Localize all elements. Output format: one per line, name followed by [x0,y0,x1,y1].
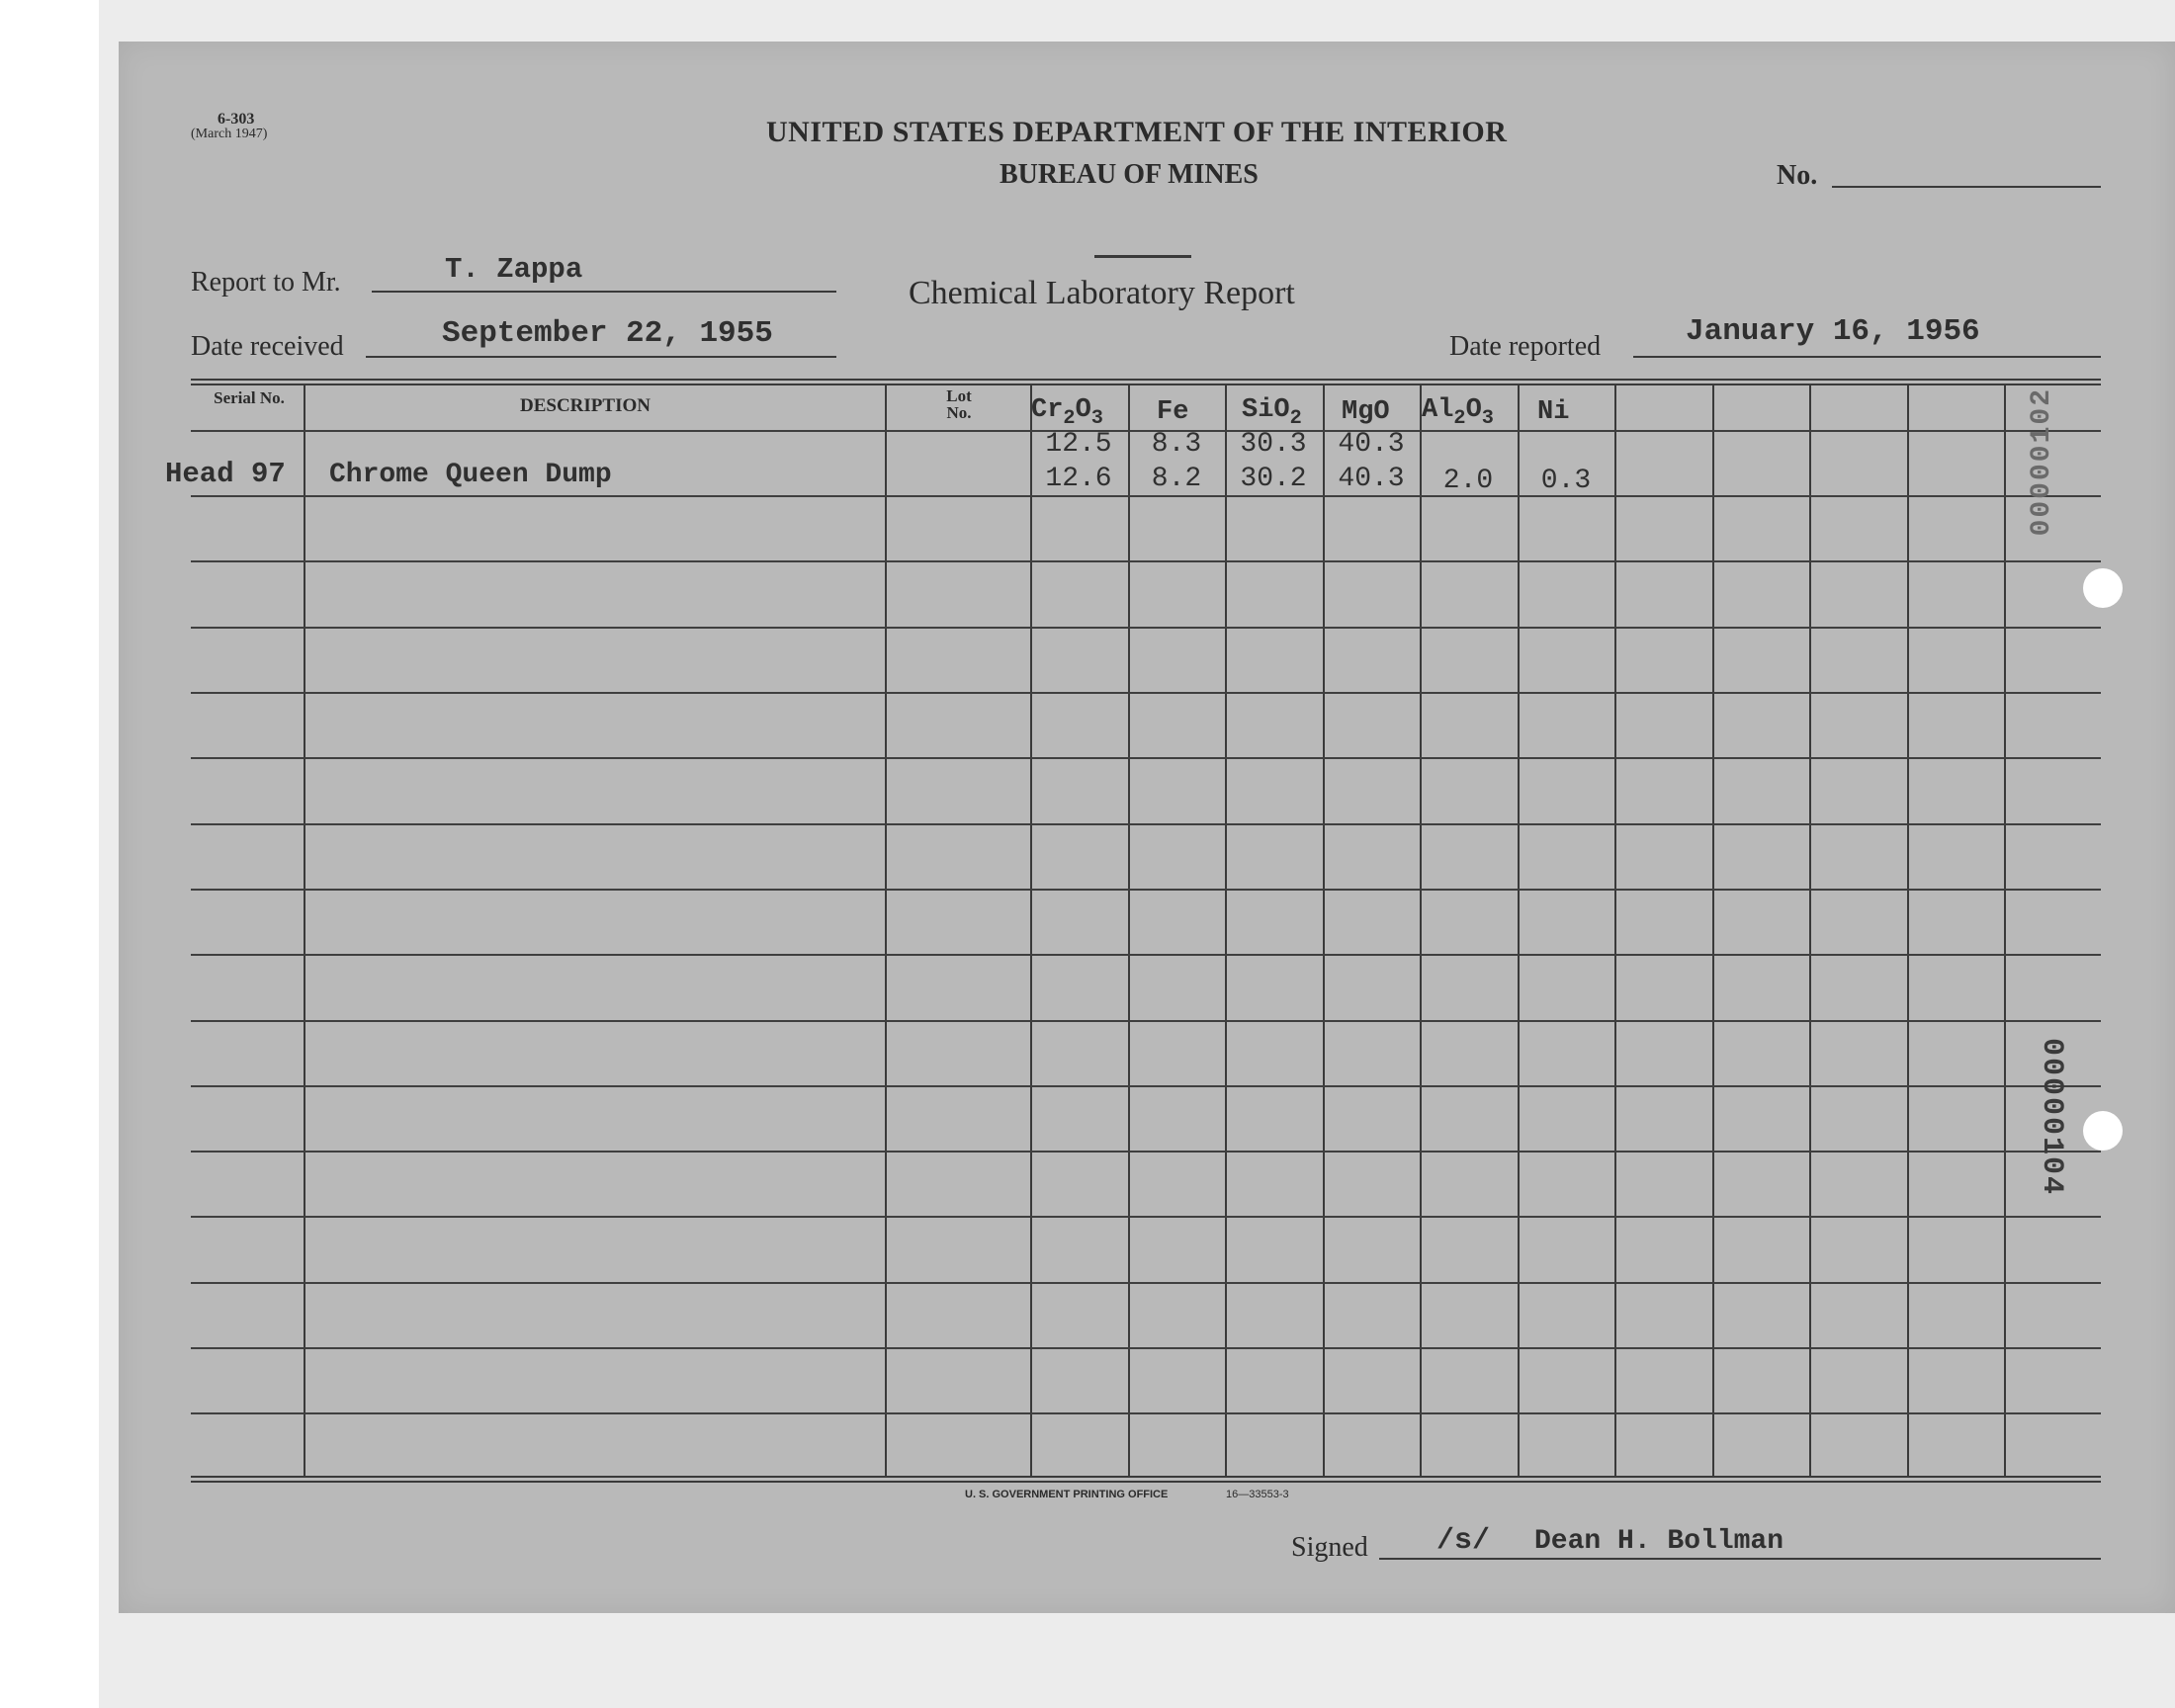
description-header: DESCRIPTION [520,395,651,416]
analyte-header-al2o3: $Al_2O_3$ [1422,395,1494,431]
row-divider [191,1020,2101,1022]
form-edition: (March 1947) [191,127,268,141]
row-divider [191,823,2101,825]
row-divider [191,889,2101,891]
table-bottom-border-2 [191,1481,2101,1483]
value-cell: 12.6 [1045,464,1112,494]
report-to-value: T. Zappa [445,253,583,286]
column-divider [1809,384,1811,1476]
column-divider [1225,384,1227,1476]
title-rule [1094,255,1191,258]
value-cell: 0.3 [1540,466,1592,496]
row-divider [191,954,2101,956]
signature-line [1379,1558,2101,1560]
punch-hole-lower [2083,1111,2123,1151]
department-heading: UNITED STATES DEPARTMENT OF THE INTERIOR [766,116,1508,148]
row-divider [191,692,2101,694]
table-top-border [191,379,2101,381]
value-cell: 40.3 [1338,464,1405,494]
value-cell: 30.3 [1240,429,1307,460]
printer-code: 16—33553-3 [1226,1489,1289,1500]
printer-imprint: U. S. GOVERNMENT PRINTING OFFICE [965,1489,1169,1500]
punch-hole-upper [2083,568,2123,608]
date-received-line [366,356,836,358]
report-title: Chemical Laboratory Report [909,275,1295,311]
row-divider [191,560,2101,562]
column-divider [1614,384,1616,1476]
row-divider [191,1085,2101,1087]
value-cell: 8.3 [1151,429,1202,460]
serial-no-header: Serial No. [214,388,285,407]
analyte-header-ni: Ni [1537,397,1570,427]
serial-cell: Head 97 [165,458,286,490]
signed-label: Signed [1291,1532,1368,1563]
value-cell: 40.3 [1338,429,1405,460]
signature-name: Dean H. Bollman [1534,1526,1784,1557]
table-top-border-2 [191,384,2101,385]
date-reported-line [1633,356,2101,358]
row-divider [191,495,2101,497]
date-received-label: Date received [191,331,344,362]
stamp-number-upper: 00000102 [2027,387,2057,537]
column-divider [304,384,305,1476]
date-reported-value: January 16, 1956 [1686,314,1980,349]
analyte-header-fe: Fe [1157,397,1189,427]
analyte-header-sio2: SiO$_2$ [1242,395,1302,431]
report-to-label: Report to Mr. [191,267,341,298]
column-divider [885,384,887,1476]
column-divider [1712,384,1714,1476]
column-divider [1030,384,1032,1476]
stamp-number-lower: 00000104 [2035,1038,2068,1197]
row-divider [191,1151,2101,1153]
report-to-line [372,291,836,293]
column-divider [1323,384,1325,1476]
no-label: No. [1777,160,1818,191]
value-cell: 30.2 [1240,464,1307,494]
value-cell: 8.2 [1151,464,1202,494]
value-cell: 2.0 [1442,466,1494,496]
date-reported-label: Date reported [1449,331,1602,362]
signature-mark: /s/ [1436,1524,1491,1558]
description-cell: Chrome Queen Dump [329,460,612,490]
row-divider [191,757,2101,759]
date-received-value: September 22, 1955 [442,316,773,351]
lot-no-header: Lot No. [946,386,972,422]
column-divider [1420,384,1422,1476]
row-divider [191,1282,2101,1284]
value-cell: 12.5 [1045,429,1112,460]
column-divider [1128,384,1130,1476]
no-field-line [1832,186,2101,188]
column-divider [2004,384,2006,1476]
table-bottom-border [191,1476,2101,1478]
row-divider [191,1216,2101,1218]
row-divider [191,627,2101,629]
column-divider [1907,384,1909,1476]
form-number: 6-303 [218,111,255,128]
row-divider [191,1412,2101,1414]
row-divider [191,1347,2101,1349]
analyte-header-cr2o3: $Cr_2O_3$ [1031,395,1103,431]
analyte-header-mgo: MgO [1342,397,1390,427]
bureau-heading: BUREAU OF MINES [1000,159,1259,190]
column-divider [1518,384,1520,1476]
